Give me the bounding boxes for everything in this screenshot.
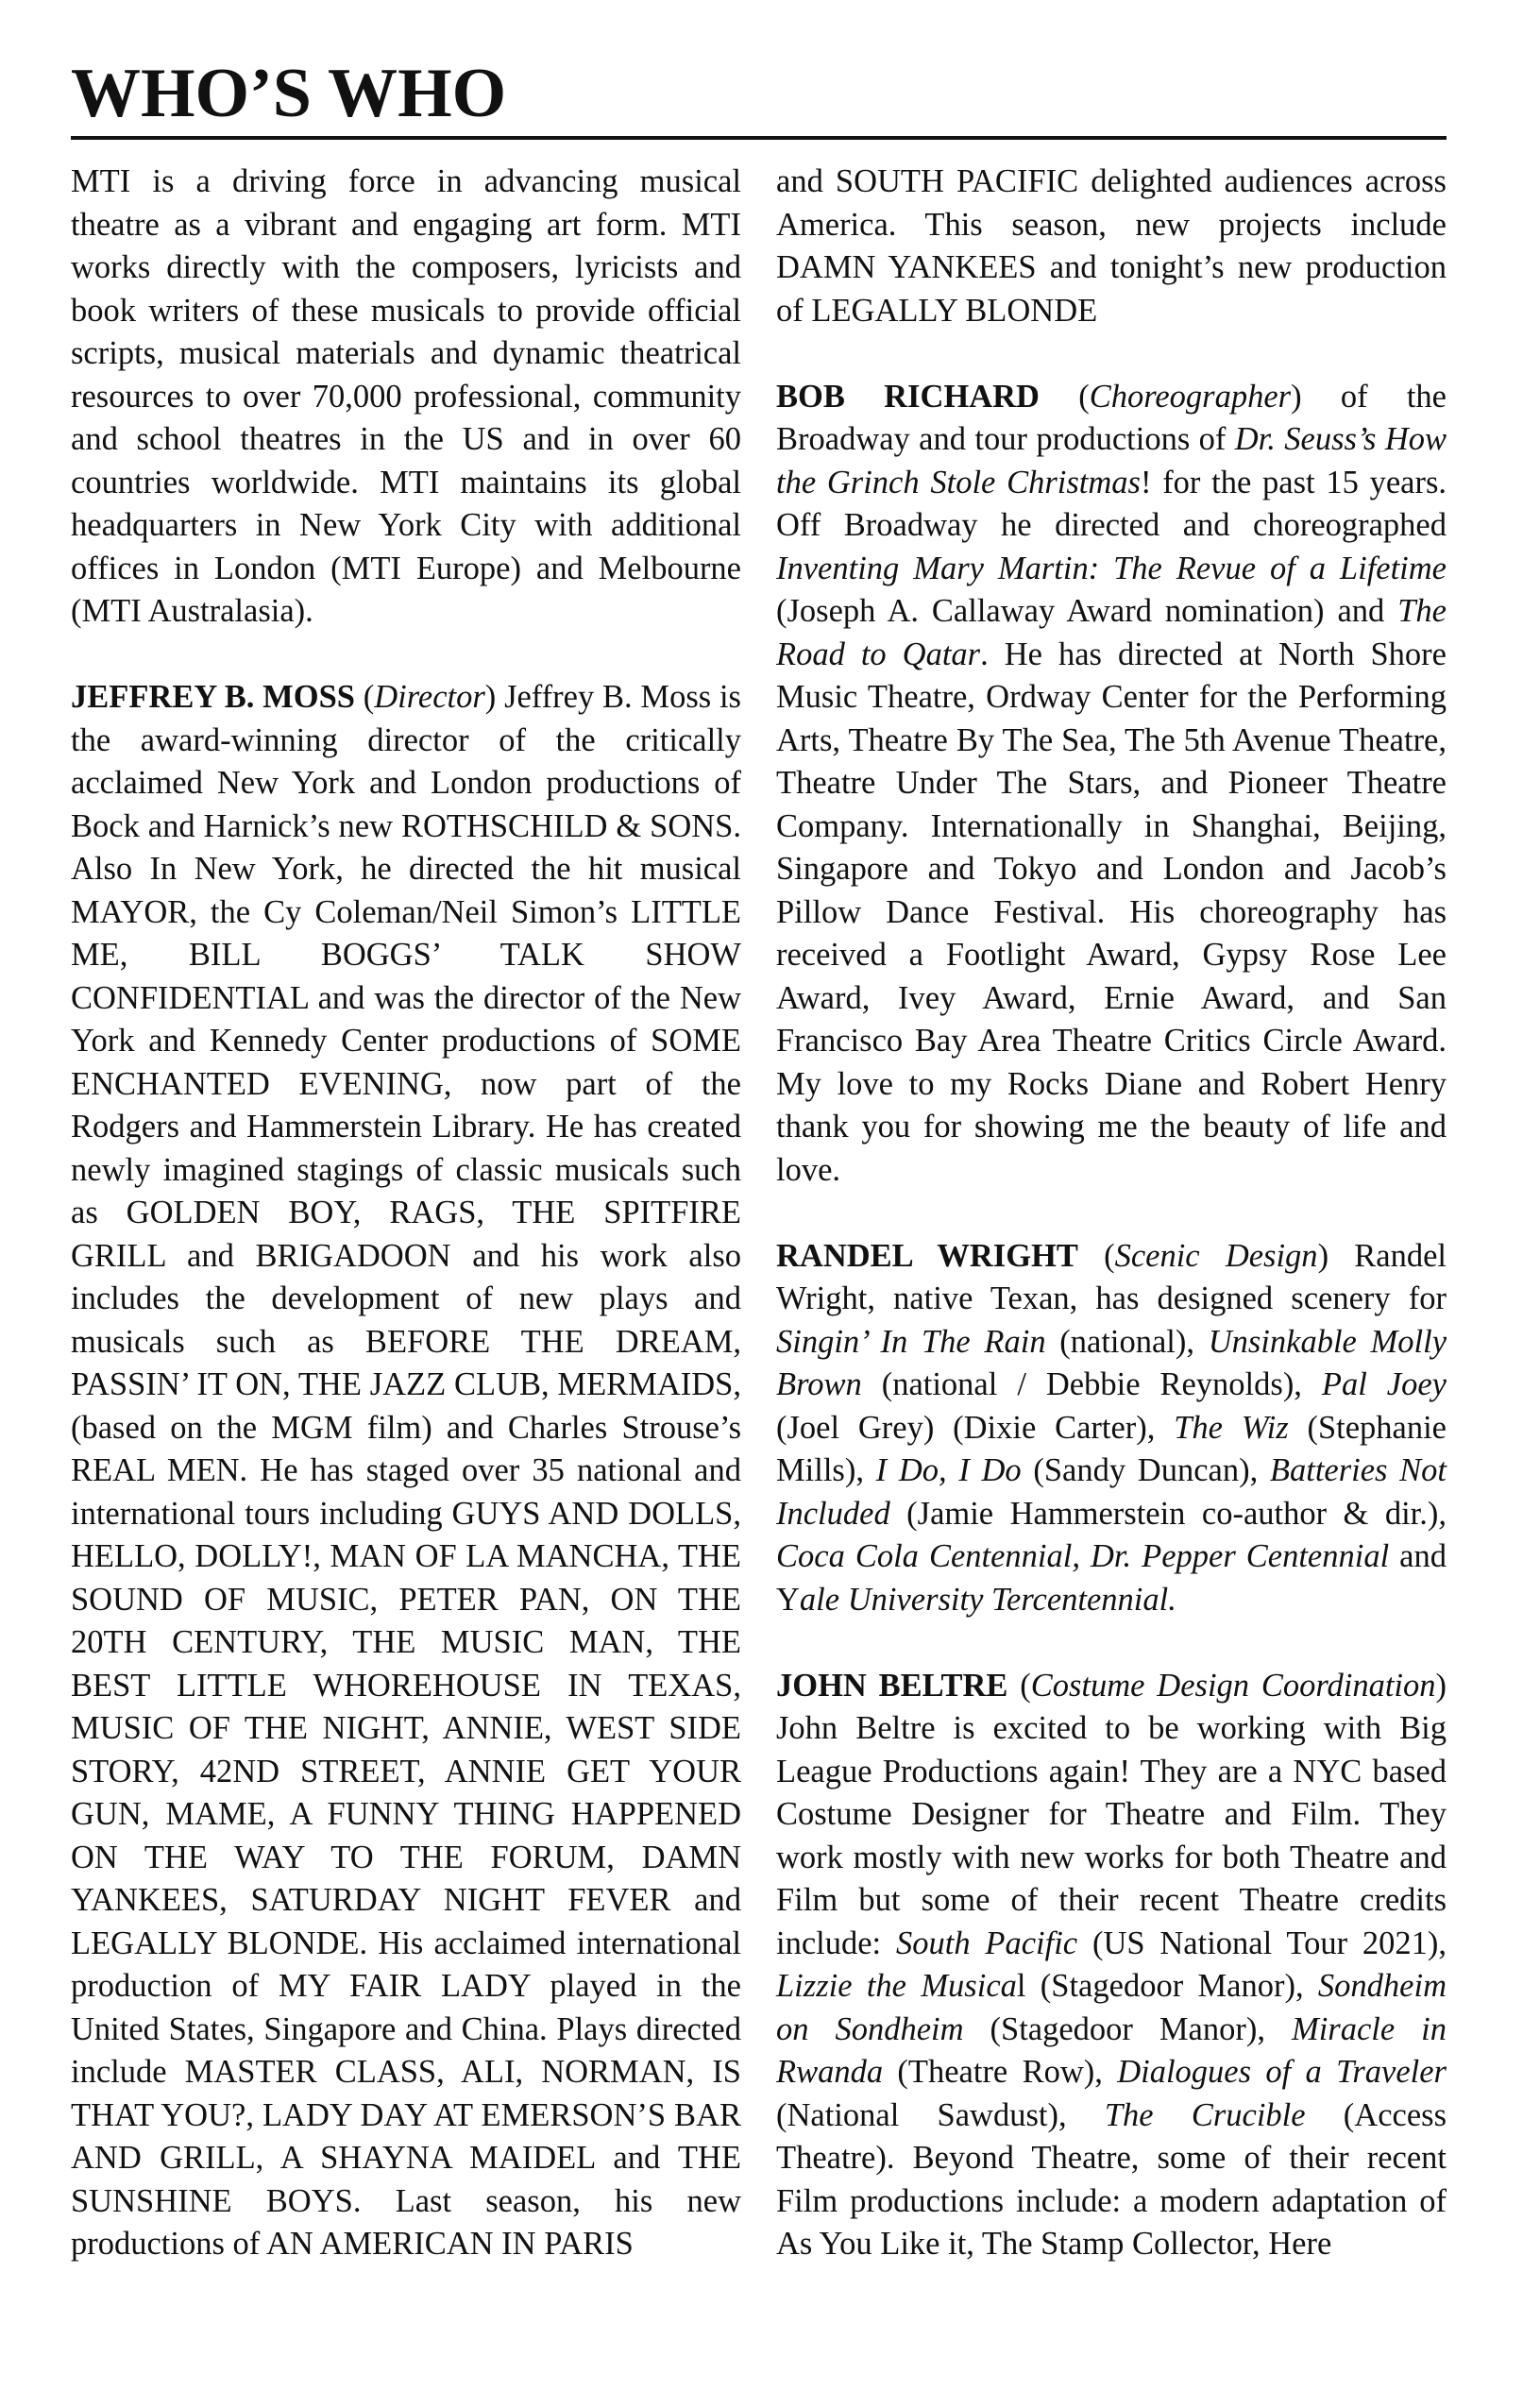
right-column [776, 161, 1447, 2266]
bio-text: of the Broadway and tour productions of [776, 378, 1447, 457]
bio-mti [71, 161, 741, 634]
work-title: Sondheim on Sondheim [776, 1968, 1447, 2047]
work-title: , Coca Cola Centennial, Dr. Pepper Centennial [776, 1495, 1447, 1574]
bio-bob-richard: BOB RICHARD (Choreographer) of the Broadway and tour productions of Dr. Seuss’s How the Grinch Stole Christmas! for the past 15 years. Off Broadway he directed and choreographed Inventing Mary Martin: The Revue of a Lifetime (Joseph A. Callaway Award nomination) and The Road to Qatar. He has directed at North Shore Music Theatre, Ordway Center for the Performing Arts, Theatre By The Sea, The 5th Avenue Theatre, Theatre Under The Stars, and Pioneer Theatre Company. Internationally in Shanghai, Beijing, Singapore and Tokyo and London and Jacob’s Pillow Dance Festival. His choreography has received a Footlight Award, Gypsy Rose Lee Award, Ivey Award, Ernie Award, and San Francisco Bay Area Theatre Critics Circle Award. My love to my Rocks Diane and Robert Henry thank you for showing me the beauty of life and love. [776, 378, 1447, 1188]
bio-name: BOB RICHARD [776, 378, 1040, 415]
work-title: I Do, I Do [875, 1452, 1022, 1488]
bio-randel-wright: RANDEL WRIGHT (Scenic Design) Randel Wright, native Texan, has designed scenery for Singin’ In The Rain (national), Unsinkable Molly Brown (national / Debbie Reynolds), Pal Joey (Joel Grey) (Dixie Carter), The Wiz (Stephanie Mills), I Do, I Do (Sandy Duncan), Batteries Not Included (Jamie Hammerstein co-author & dir.), Coca Cola Centennial, Dr. Pepper Centennial and Yale University Tercentennial. [776, 1237, 1447, 1618]
title-rule [71, 136, 1447, 140]
bio-text: (national / Debbie Reynolds), [861, 1366, 1322, 1402]
bio-text: (Jamie Hammerstein co-author & dir.) [889, 1495, 1439, 1532]
work-title: Inventing Mary Martin: The Revue of a Lifetime [776, 550, 1447, 586]
left-column [71, 161, 741, 2266]
bio-text: Jeffrey B. Moss is the award-winning director of the critically acclaimed New York and London productions of Bock and Harnick’s new ROTHSCHILD & SONS. Also In New York, he directed the hit musical MAYOR, the Cy Coleman/Neil Simon’s LITTLE ME, BILL BOGGS’ TALK SHOW CONFIDENTIAL and was the director of the New York and Kennedy Center productions of SOME ENCHANTED EVENING, now part of the Rodgers and Hammerstein Library. He has created newly imagined stagings of classic musicals such as GOLDEN BOY, RAGS, THE SPITFIRE GRILL and BRIGADOON and his work also includes the development of new plays and musicals such as BEFORE THE DREAM, PASSIN’ IT ON, THE JAZZ CLUB, MERMAIDS, (based on the MGM film) and Charles Strouse’s REAL MEN. He has staged over 35 national and international tours including GUYS AND DOLLS, HELLO, DOLLY!, MAN OF LA MANCHA, THE SOUND OF MUSIC, PETER PAN, ON THE 20TH CENTURY, THE MUSIC MAN, THE BEST LITTLE WHOREHOUSE IN TEXAS, MUSIC OF THE NIGHT, ANNIE, WEST SIDE STORY, 42ND STREET, ANNIE GET YOUR GUN, MAME, A FUNNY THING HAPPENED ON THE WAY TO THE FORUM, DAMN YANKEES, SATURDAY NIGHT FEVER and LEGALLY BLONDE. His acclaimed international production of MY FAIR LADY played in the United States, Singapore and China. Plays directed include MASTER CLASS, ALI, NORMAN, IS THAT YOU?, LADY DAY AT EMERSON’S BAR AND GRILL, A SHAYNA MAIDEL and THE SUNSHINE BOYS. Last season, his new productions of AN AMERICAN IN PARIS [71, 679, 741, 2262]
bio-jeffrey-moss: JEFFREY B. MOSS (Director) Jeffrey B. Moss is the award-winning director of the critically acclaimed New York and London productions of Bock and Harnick’s new ROTHSCHILD & SONS. Also In New York, he directed the hit musical MAYOR, the Cy Coleman/Neil Simon’s LITTLE ME, BILL BOGGS’ TALK SHOW CONFIDENTIAL and was the director of the New York and Kennedy Center productions of SOME ENCHANTED EVENING, now part of the Rodgers and Hammerstein Library. He has created newly imagined stagings of classic musicals such as GOLDEN BOY, RAGS, THE SPITFIRE GRILL and BRIGADOON and his work also includes the development of new plays and musicals such as BEFORE THE DREAM, PASSIN’ IT ON, THE JAZZ CLUB, MERMAIDS, (based on the MGM film) and Charles Strouse’s REAL MEN. He has staged over 35 national and international tours including GUYS AND DOLLS, HELLO, DOLLY!, MAN OF LA MANCHA, THE SOUND OF MUSIC, PETER PAN, ON THE 20TH CENTURY, THE MUSIC MAN, THE BEST LITTLE WHOREHOUSE IN TEXAS, MUSIC OF THE NIGHT, ANNIE, WEST SIDE STORY, 42ND STREET, ANNIE GET YOUR GUN, MAME, A FUNNY THING HAPPENED ON THE WAY TO THE FORUM, DAMN YANKEES, SATURDAY NIGHT FEVER and LEGALLY BLONDE. His acclaimed international production of MY FAIR LADY played in the United States, Singapore and China. Plays directed include MASTER CLASS, ALI, NORMAN, IS THAT YOU?, LADY DAY AT EMERSON’S BAR AND GRILL, A SHAYNA MAIDEL and THE SUNSHINE BOYS. Last season, his new productions of AN AMERICAN IN PARIS [71, 679, 741, 2262]
work-title: Lizzie the Musica [776, 1968, 1017, 2004]
bio-jeffrey-moss-continued [776, 161, 1447, 332]
bio-text: Randel Wright, native Texan, has designed scenery for [776, 1237, 1447, 1316]
bio-text: and Y [776, 1538, 1447, 1618]
work-title: Pal Joey [1321, 1366, 1447, 1402]
bio-text: (Access Theatre). Beyond Theatre, some of their recent Film productions include: a modern adaptation of As You Like it, The Stamp Collector, Here [776, 2096, 1447, 2262]
bio-text: (Joel Grey) (Dixie Carter), [776, 1409, 1175, 1446]
bio-text: l (Stagedoor Manor), [1016, 1968, 1318, 2004]
work-title: Dialogues of a Traveler [1117, 2054, 1447, 2090]
bio-role: Director [374, 679, 485, 715]
bio-text: (Joseph A. Callaway Award nomination) and [776, 593, 1398, 629]
work-title: The Crucible [1104, 2096, 1306, 2133]
bio-text: (Sandy Duncan), [1021, 1452, 1270, 1488]
bio-text: (Theatre Row), [883, 2054, 1118, 2090]
bio-name: JEFFREY B. MOSS [71, 679, 355, 715]
work-title: ale University Tercentennial. [799, 1581, 1176, 1618]
work-title: Batteries Not Included [776, 1452, 1447, 1532]
bio-text: John Beltre is excited to be working with Big League Productions again! They are a NYC based Costume Designer for Theatre and Film. They work mostly with new works for both Theatre and Film but some of their recent Theatre credits include: [776, 1710, 1447, 1961]
work-title: The Road to Qatar [776, 593, 1447, 672]
bio-role: Costume Design Coordination [1030, 1667, 1436, 1704]
bio-role: Scenic Design [1114, 1237, 1318, 1274]
work-title: South Pacific [895, 1925, 1078, 1961]
bio-name: JOHN BELTRE [776, 1667, 1008, 1704]
bio-text: (Stephanie Mills), [776, 1409, 1447, 1488]
bio-text: (US National Tour 2021), [1077, 1925, 1447, 1961]
bio-text: (Stagedoor Manor), [963, 2010, 1292, 2047]
work-title: Singin’ In The Rain [776, 1323, 1046, 1360]
work-title: Dr. Seuss’s How the Grinch Stole Christmas [776, 421, 1447, 500]
page-title: WHO’S WHO [71, 55, 507, 132]
bio-text: ! for the past 15 years. Off Broadway he directed and choreographed [776, 464, 1447, 543]
bio-text: (National Sawdust), [776, 2096, 1105, 2133]
work-title: The Wiz [1174, 1409, 1289, 1446]
bio-text: (national), [1045, 1323, 1209, 1360]
bio-text: and SOUTH PACIFIC delighted audiences across America. This season, new projects include DAMN YANKEES and tonight’s new production of LEGALLY BLONDE [776, 163, 1447, 329]
bio-john-beltre: JOHN BELTRE (Costume Design Coordination) John Beltre is excited to be working with Big League Productions again! They are a NYC based Costume Designer for Theatre and Film. They work mostly with new works for both Theatre and Film but some of their recent Theatre credits include: South Pacific (US National Tour 2021), Lizzie the Musical (Stagedoor Manor), Sondheim on Sondheim (Stagedoor Manor), Miracle in Rwanda (Theatre Row), Dialogues of a Traveler (National Sawdust), The Crucible (Access Theatre). Beyond Theatre, some of their recent Film productions include: a modern adaptation of As You Like it, The Stamp Collector, Here [776, 1667, 1447, 2262]
bio-text: . He has directed at North Shore Music Theatre, Ordway Center for the Performing Arts, Theatre By The Sea, The 5th Avenue Theatre, Theatre Under The Stars, and Pioneer Theatre Company. Internationally in Shanghai, Beijing, Singapore and Tokyo and London and Jacob’s Pillow Dance Festival. His choreography has received a Footlight Award, Gypsy Rose Lee Award, Ivey Award, Ernie Award, and San Francisco Bay Area Theatre Critics Circle Award. My love to my Rocks Diane and Robert Henry thank you for showing me the beauty of life and love. [776, 636, 1447, 1188]
bio-text: MTI is a driving force in advancing musical theatre as a vibrant and engaging art form. MTI works directly with the composers, lyricists and book writers of these musicals to provide official scripts, musical materials and dynamic theatrical resources to over 70,000 professional, community and school theatres in the US and in over 60 countries worldwide. MTI maintains its global headquarters in New York City with additional offices in London (MTI Europe) and Melbourne (MTI Australasia). [71, 163, 741, 629]
work-title: Unsinkable Molly Brown [776, 1323, 1447, 1402]
bio-name: RANDEL WRIGHT [776, 1237, 1078, 1274]
work-title: Miracle in Rwanda [776, 2010, 1447, 2090]
bio-role: Choreographer [1089, 378, 1292, 415]
